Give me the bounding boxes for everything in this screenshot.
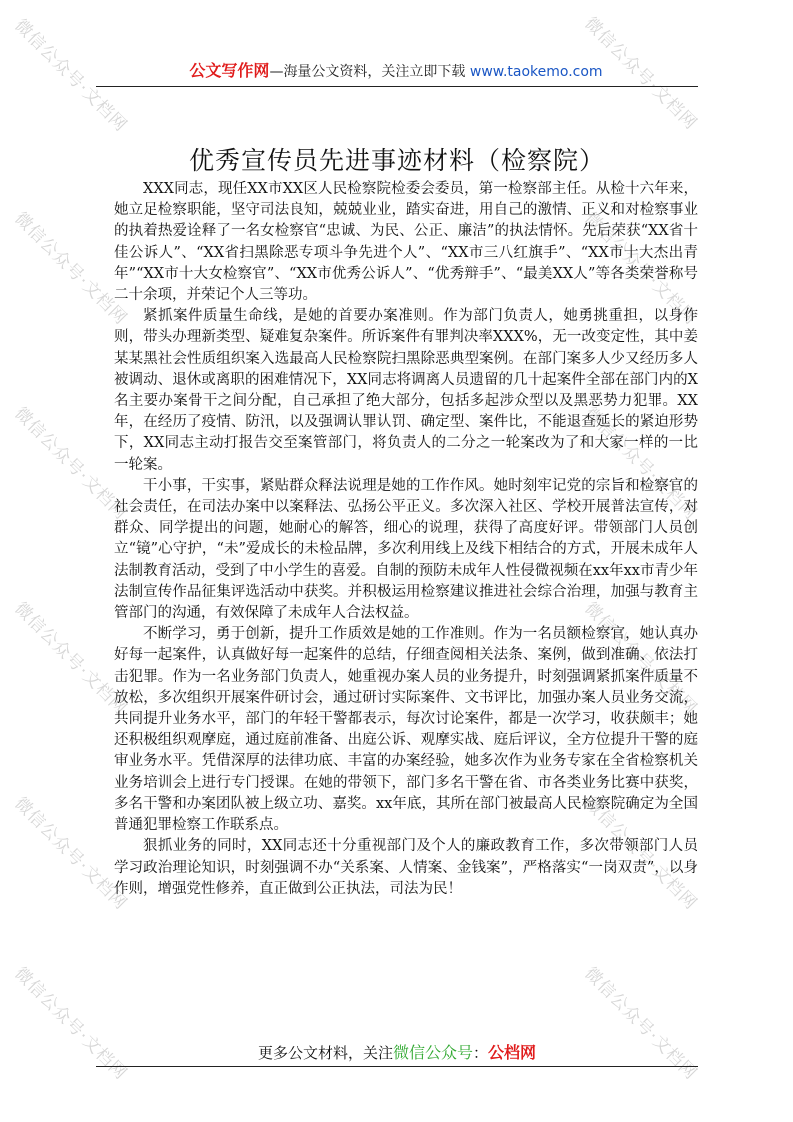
- document-body: [114, 179, 698, 900]
- watermark-text: 微信公众号·文档网: [10, 963, 131, 1085]
- page-footer: [96, 1040, 698, 1063]
- watermark-text: 微信公众号·文档网: [580, 403, 701, 525]
- footer-site-name: 公档网: [488, 1043, 537, 1062]
- watermark-text: 微信公众号·文档网: [10, 15, 131, 137]
- watermark-text: 微信公众号·文档网: [10, 208, 131, 330]
- document-title: 优秀宣传员先进事迹材料（检察院）: [188, 146, 605, 175]
- header-tagline: —海量公文资料，关注立即下载: [269, 64, 470, 80]
- paragraph-case-quality: 紧抓案件质量生命线，是她的首要办案准则。作为部门负责人，她勇挑重担，以身作则，带头办理新类型、疑难复杂案件。所诉案件有罪判决率XXX%，无一改变定性，其中姜某某黑社会性质组织案入选最高人民检察院扫黑除恶典型案例。在部门案多人少又经历多人被调动、退休或离职的困难情况下，XX同志将调离人员遗留的几十起案件全部在部门内的X名主要办案骨干之间分配，自己承担了绝大部分，包括多起涉众型以及黑恶势力犯罪。XX年，在经历了疫情、防汛，以及强调认罪认罚、确定型、案件比，不能退查延长的紧迫形势下，XX同志主动打报告交至案管部门，将负责人的二分之一轮案改为了和大家一样的一比一轮案。: [114, 308, 698, 473]
- watermark-text: 微信公众号·文档网: [580, 963, 701, 1085]
- header-divider: [96, 86, 698, 87]
- watermark-text: 微信公众号·文档网: [580, 793, 701, 915]
- paragraph-learning: 不断学习，勇于创新，提升工作质效是她的工作准则。作为一名员额检察官，她认真办好每一起案件，认真做好每一起案件的总结，仔细查阅相关法条、案例，做到准确、依法打击犯罪。作为一名业务部门负责人，她重视办案人员的业务提升，时刻强调紧抓案件质量不放松，多次组织开展案件研讨会，通过研讨实际案件、文书评比，加强办案人员业务交流，共同提升业务水平，部门的年轻干警都表示，每次讨论案件，都是一次学习，收获颇丰；她还积极组织观摩庭，通过庭前准备、出庭公诉、观摩实战、庭后评议，全方位提升干警的庭审业务水平。凭借深厚的法律功底、丰富的办案经验，她多次作为业务专家在全省检察机关业务培训会上进行专门授课。在她的带领下，部门多名干警在省、市各类业务比赛中获奖，多名干警和办案团队被上级立功、嘉奖。xx年底，其所在部门被最高人民检察院确定为全国普通犯罪检察工作联系点。: [114, 626, 698, 834]
- watermark-text: 微信公众号·文档网: [580, 13, 701, 135]
- watermark-text: 微信公众号·文档网: [10, 793, 131, 915]
- watermark-text: 微信公众号·文档网: [580, 598, 701, 720]
- footer-prefix: 更多公文材料，关注: [257, 1044, 393, 1062]
- paragraph-intro: XXX同志，现任XX市XX区人民检察院检委会委员，第一检察部主任。从检十六年来，她立足检察职能，坚守司法良知，兢兢业业，踏实奋进，用自己的激情、正义和对检察事业的执着热爱诠释了一名女检察官“忠诚、为民、公正、廉洁”的执法情怀。先后荣获“XX省十佳公诉人”、“XX省扫黑除恶专项斗争先进个人”、“XX市三八红旗手”、“XX市十大杰出青年”“XX市十大女检察官”、“XX市优秀公诉人”、“优秀辩手”、“最美XX人”等各类荣誉称号二十余项，并荣记个人三等功。: [114, 181, 698, 304]
- page-header: [96, 58, 696, 81]
- footer-wechat: 微信公众号: [392, 1043, 473, 1062]
- footer-divider: [96, 1066, 698, 1067]
- header-brand: 公文写作网: [189, 61, 270, 80]
- header-url-link[interactable]: www.taokemo.com: [469, 64, 603, 80]
- watermark-text: 微信公众号·文档网: [580, 208, 701, 330]
- paragraph-public-outreach: 干小事，干实事，紧贴群众释法说理是她的工作作风。她时刻牢记党的宗旨和检察官的社会责任，在司法办案中以案释法、弘扬公平正义。多次深入社区、学校开展普法宣传，对群众、同学提出的问题，她耐心的解答，细心的说理，获得了高度好评。带领部门人员创立“镜”心守护，“未”爱成长的未检品牌，多次利用线上及线下相结合的方式，开展未成年人法制教育活动，受到了中小学生的喜爱。自制的预防未成年人性侵微视频在xx年xx市青少年法制宣传作品征集评选活动中获奖。并积极运用检察建议推进社会综合治理，加强与教育主管部门的沟通，有效保障了未成年人合法权益。: [114, 477, 698, 622]
- watermark-text: 微信公众号·文档网: [10, 598, 131, 720]
- footer-colon: ：: [473, 1044, 489, 1062]
- watermark-text: 微信公众号·文档网: [10, 403, 131, 525]
- paragraph-integrity: 狠抓业务的同时，XX同志还十分重视部门及个人的廉政教育工作，多次带领部门人员学习政治理论知识，时刻强调不办“关系案、人情案、金钱案”，严格落实“一岗双责”，以身作则，增强党性修养，直正做到公正执法，司法为民！: [114, 838, 698, 897]
